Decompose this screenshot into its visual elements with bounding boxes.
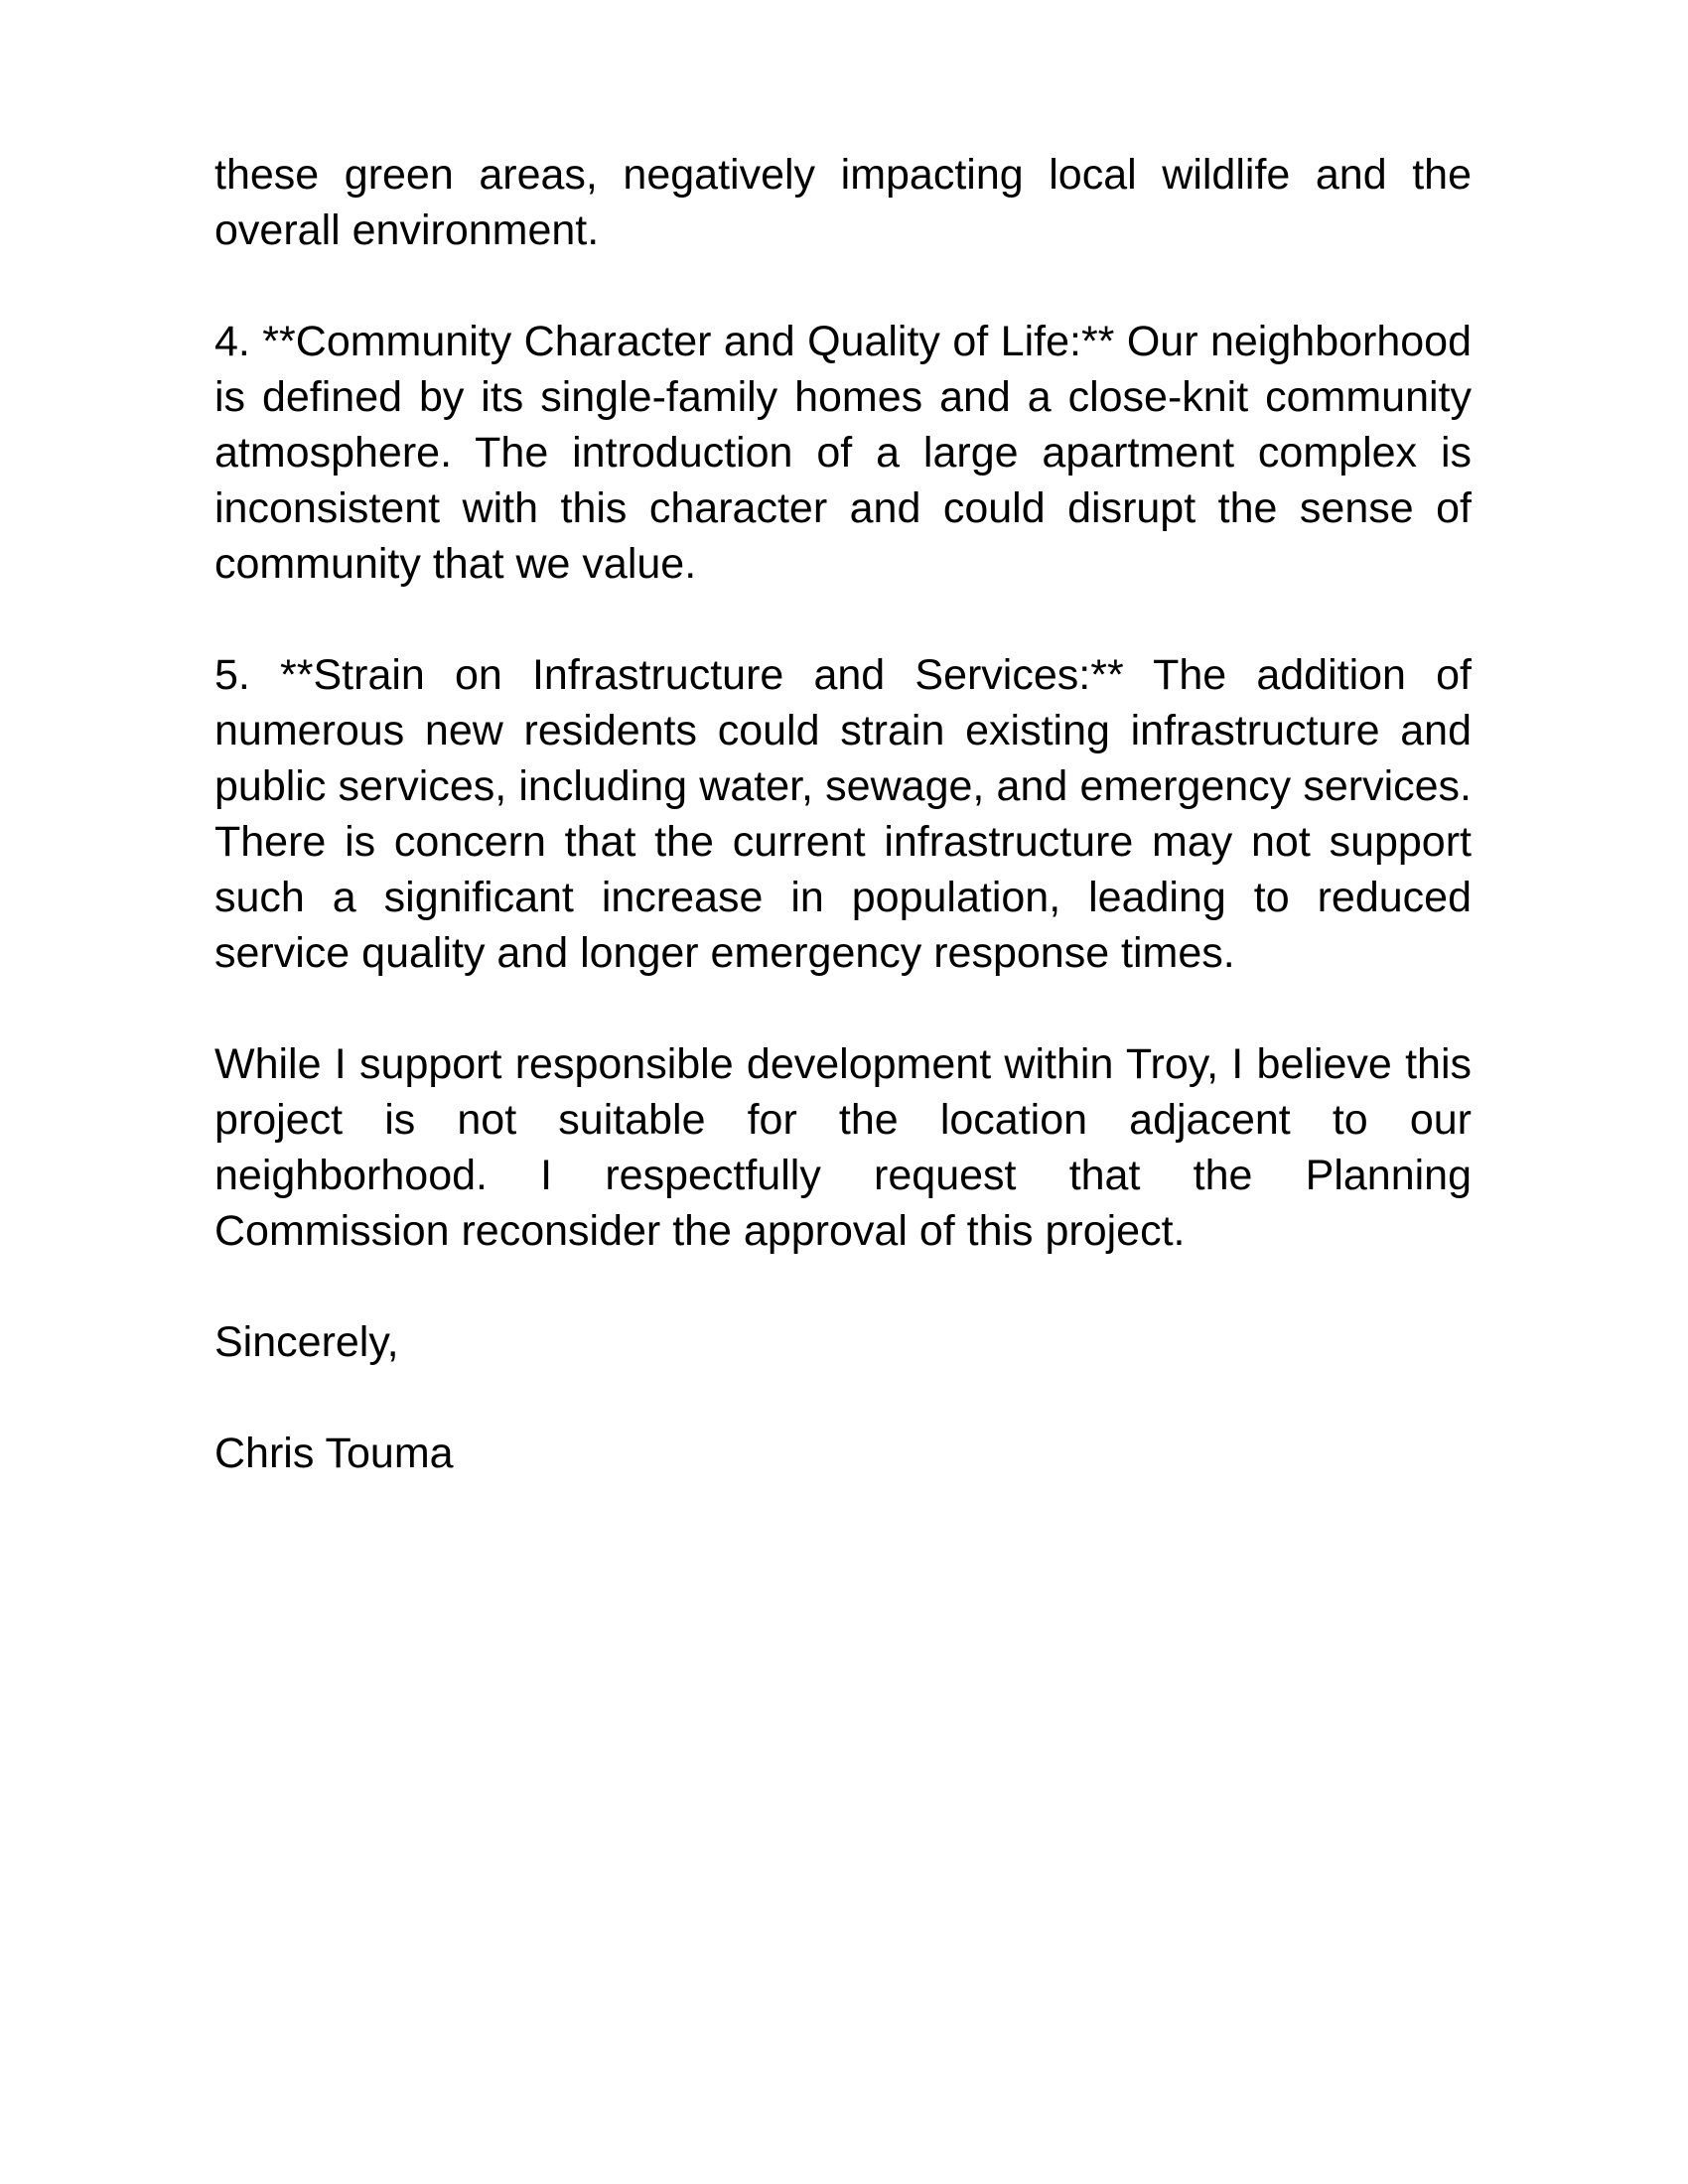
sign-off: Sincerely, xyxy=(214,1318,399,1366)
paragraph-spacer xyxy=(214,1259,1472,1314)
paragraph-spacer xyxy=(214,592,1472,647)
signature-name: Chris Touma xyxy=(214,1430,454,1477)
paragraph-spacer xyxy=(214,981,1472,1036)
paragraph-spacer xyxy=(214,1370,1472,1426)
paragraph-continuation: these green areas, negatively impacting local wildlife and the overall environment. xyxy=(214,151,1472,254)
paragraph-spacer xyxy=(214,258,1472,314)
point-5-infrastructure: 5. **Strain on Infrastructure and Services:** The addition of numerous new residents could strain existing infrastructure and public services, including water, sewage, and emergency services. There is concern that the current infrastructure may not support such a significant increase in population, leading to reduced service quality and longer emergency response times. xyxy=(214,651,1472,977)
letter-body xyxy=(214,147,1472,1481)
closing-paragraph: While I support responsible development within Troy, I believe this project is not suitable for the location adjacent to our neighborhood. I respectfully request that the Planning Commission reconsider the approval of this project. xyxy=(214,1040,1472,1255)
point-4-community-character: 4. **Community Character and Quality of Life:** Our neighborhood is defined by its single-family homes and a close-knit community atmosphere. The introduction of a large apartment complex is inconsistent with this character and could disrupt the sense of community that we value. xyxy=(214,318,1472,588)
